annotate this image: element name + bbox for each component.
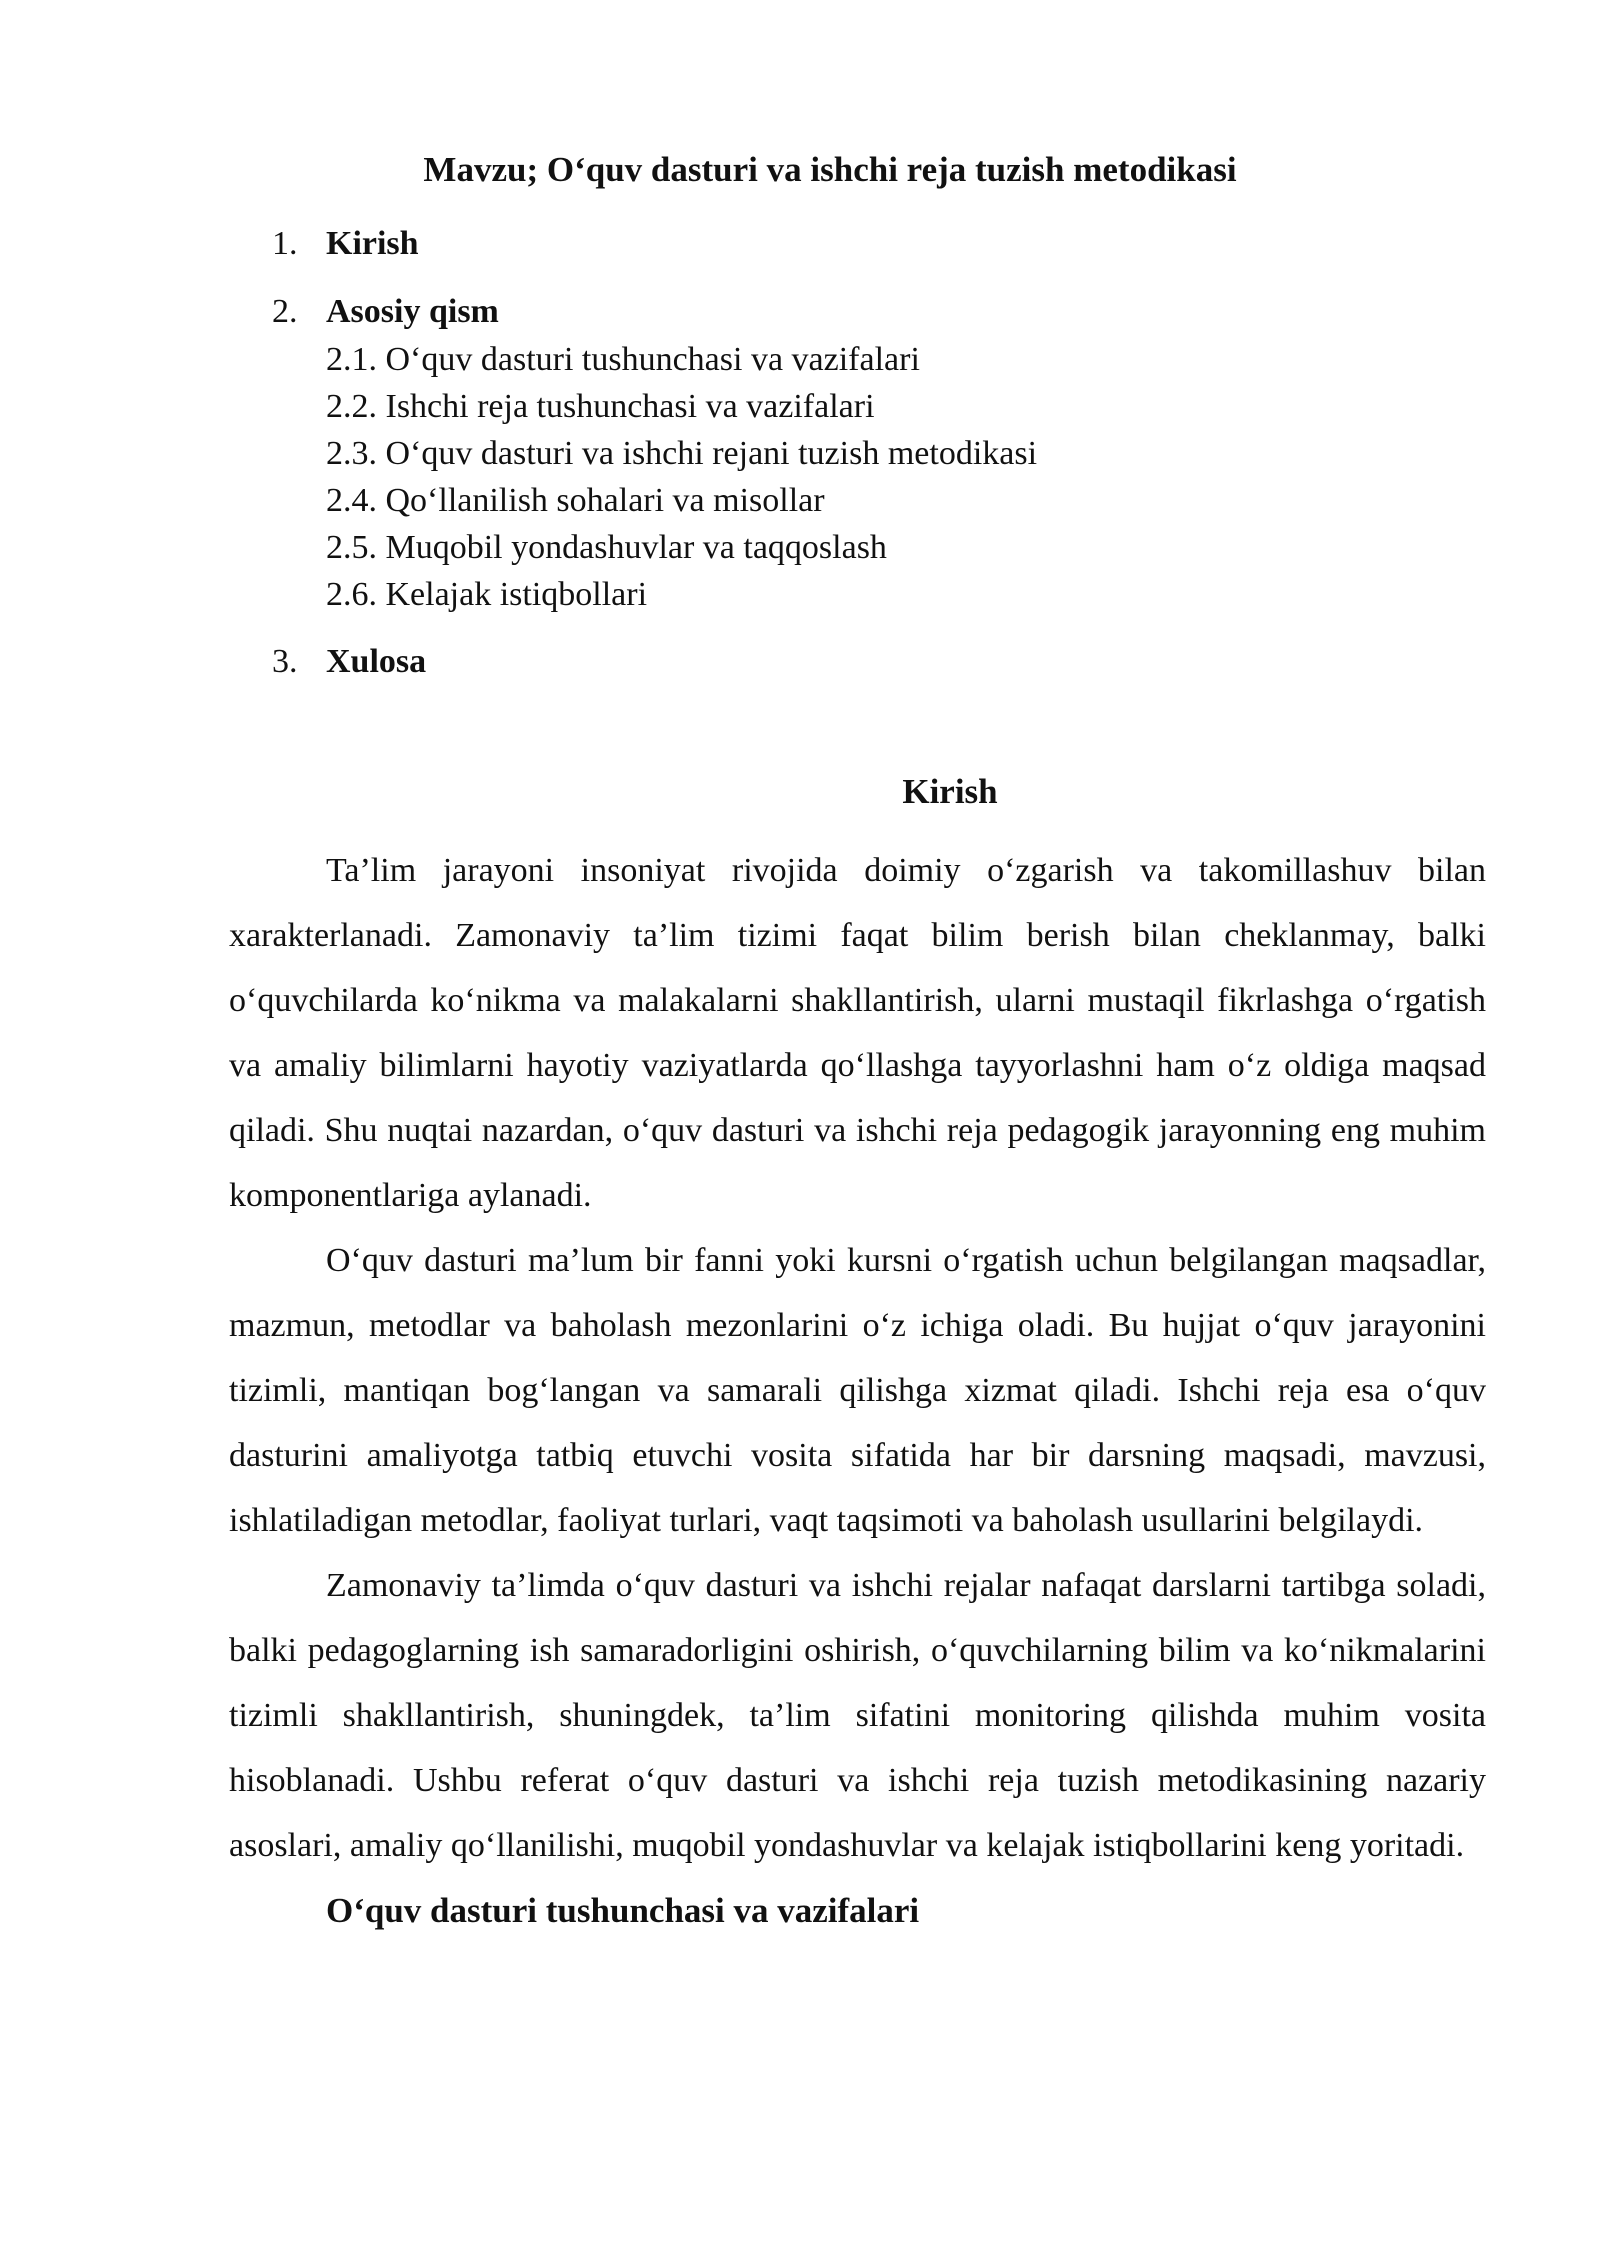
- toc-item-number: 1.: [272, 225, 298, 262]
- paragraph: O‘quv dasturi ma’lum bir fanni yoki kursni o‘rgatish uchun belgilangan maqsadlar, mazmun, metodlar va baholash mezonlarini o‘z ichiga oladi. Bu hujjat o‘quv jarayonini tizimli, mantiqan bog‘langan va samarali qilishga xizmat qiladi. Ishchi reja esa o‘quv dasturini amaliyotga tatbiq etuvchi vosita sifatida har bir darsning maqsadi, mavzusi, ishlatiladigan metodlar, faoliyat turlari, vaqt taqsimoti va baholash usullarini belgilaydi.: [229, 1242, 1486, 1539]
- toc-subitem: 2.2. Ishchi reja tushunchasi va vazifalari: [326, 388, 875, 425]
- toc-item-label: Asosiy qism: [326, 293, 499, 330]
- document-title: Mavzu; O‘quv dasturi va ishchi reja tuzish metodikasi: [423, 150, 1237, 189]
- toc-subitem: 2.6. Kelajak istiqbollari: [326, 576, 648, 613]
- toc-subitem: 2.5. Muqobil yondashuvlar va taqqoslash: [326, 529, 887, 566]
- toc-sublist: [272, 336, 1372, 618]
- subheading: O‘quv dasturi tushunchasi va vazifalari: [326, 1891, 920, 1930]
- toc-subitem: 2.4. Qo‘llanilish sohalari va misollar: [326, 482, 825, 519]
- toc-item-label: Xulosa: [326, 643, 427, 680]
- table-of-contents: [272, 220, 1372, 686]
- toc-item-kirish: [272, 220, 1372, 268]
- toc-item-asosiy-qism: [272, 288, 1372, 336]
- toc-subitem: 2.1. O‘quv dasturi tushunchasi va vazifalari: [326, 341, 920, 378]
- toc-item-number: 2.: [272, 293, 298, 330]
- toc-item-xulosa: [272, 638, 1372, 686]
- toc-item-label: Kirish: [326, 225, 419, 262]
- paragraph: Zamonaviy ta’limda o‘quv dasturi va ishchi rejalar nafaqat darslarni tartibga soladi, balki pedagoglarning ish samaradorligini oshirish, o‘quvchilarning bilim va ko‘nikmalarini tizimli shakllantirish, shuningdek, ta’lim sifatini monitoring qilishda muhim vosita hisoblanadi. Ushbu referat o‘quv dasturi va ishchi reja tuzish metodikasining nazariy asoslari, amaliy qo‘llanilishi, muqobil yondashuvlar va kelajak istiqbollarini keng yoritadi.: [229, 1567, 1486, 1864]
- toc-subitem: 2.3. O‘quv dasturi va ishchi rejani tuzish metodikasi: [326, 435, 1038, 472]
- body-text: [229, 838, 1486, 1943]
- paragraph: Ta’lim jarayoni insoniyat rivojida doimiy o‘zgarish va takomillashuv bilan xarakterlanadi. Zamonaviy ta’lim tizimi faqat bilim berish bilan cheklanmay, balki o‘quvchilarda ko‘nikma va malakalarni shakllantirish, ularni mustaqil fikrlashga o‘rgatish va amaliy bilimlarni hayotiy vaziyatlarda qo‘llashga tayyorlashni ham o‘z oldiga maqsad qiladi. Shu nuqtai nazardan, o‘quv dasturi va ishchi reja pedagogik jarayonning eng muhim komponentlariga aylanadi.: [229, 852, 1486, 1214]
- section-heading: Kirish: [902, 772, 998, 811]
- toc-item-number: 3.: [272, 643, 298, 680]
